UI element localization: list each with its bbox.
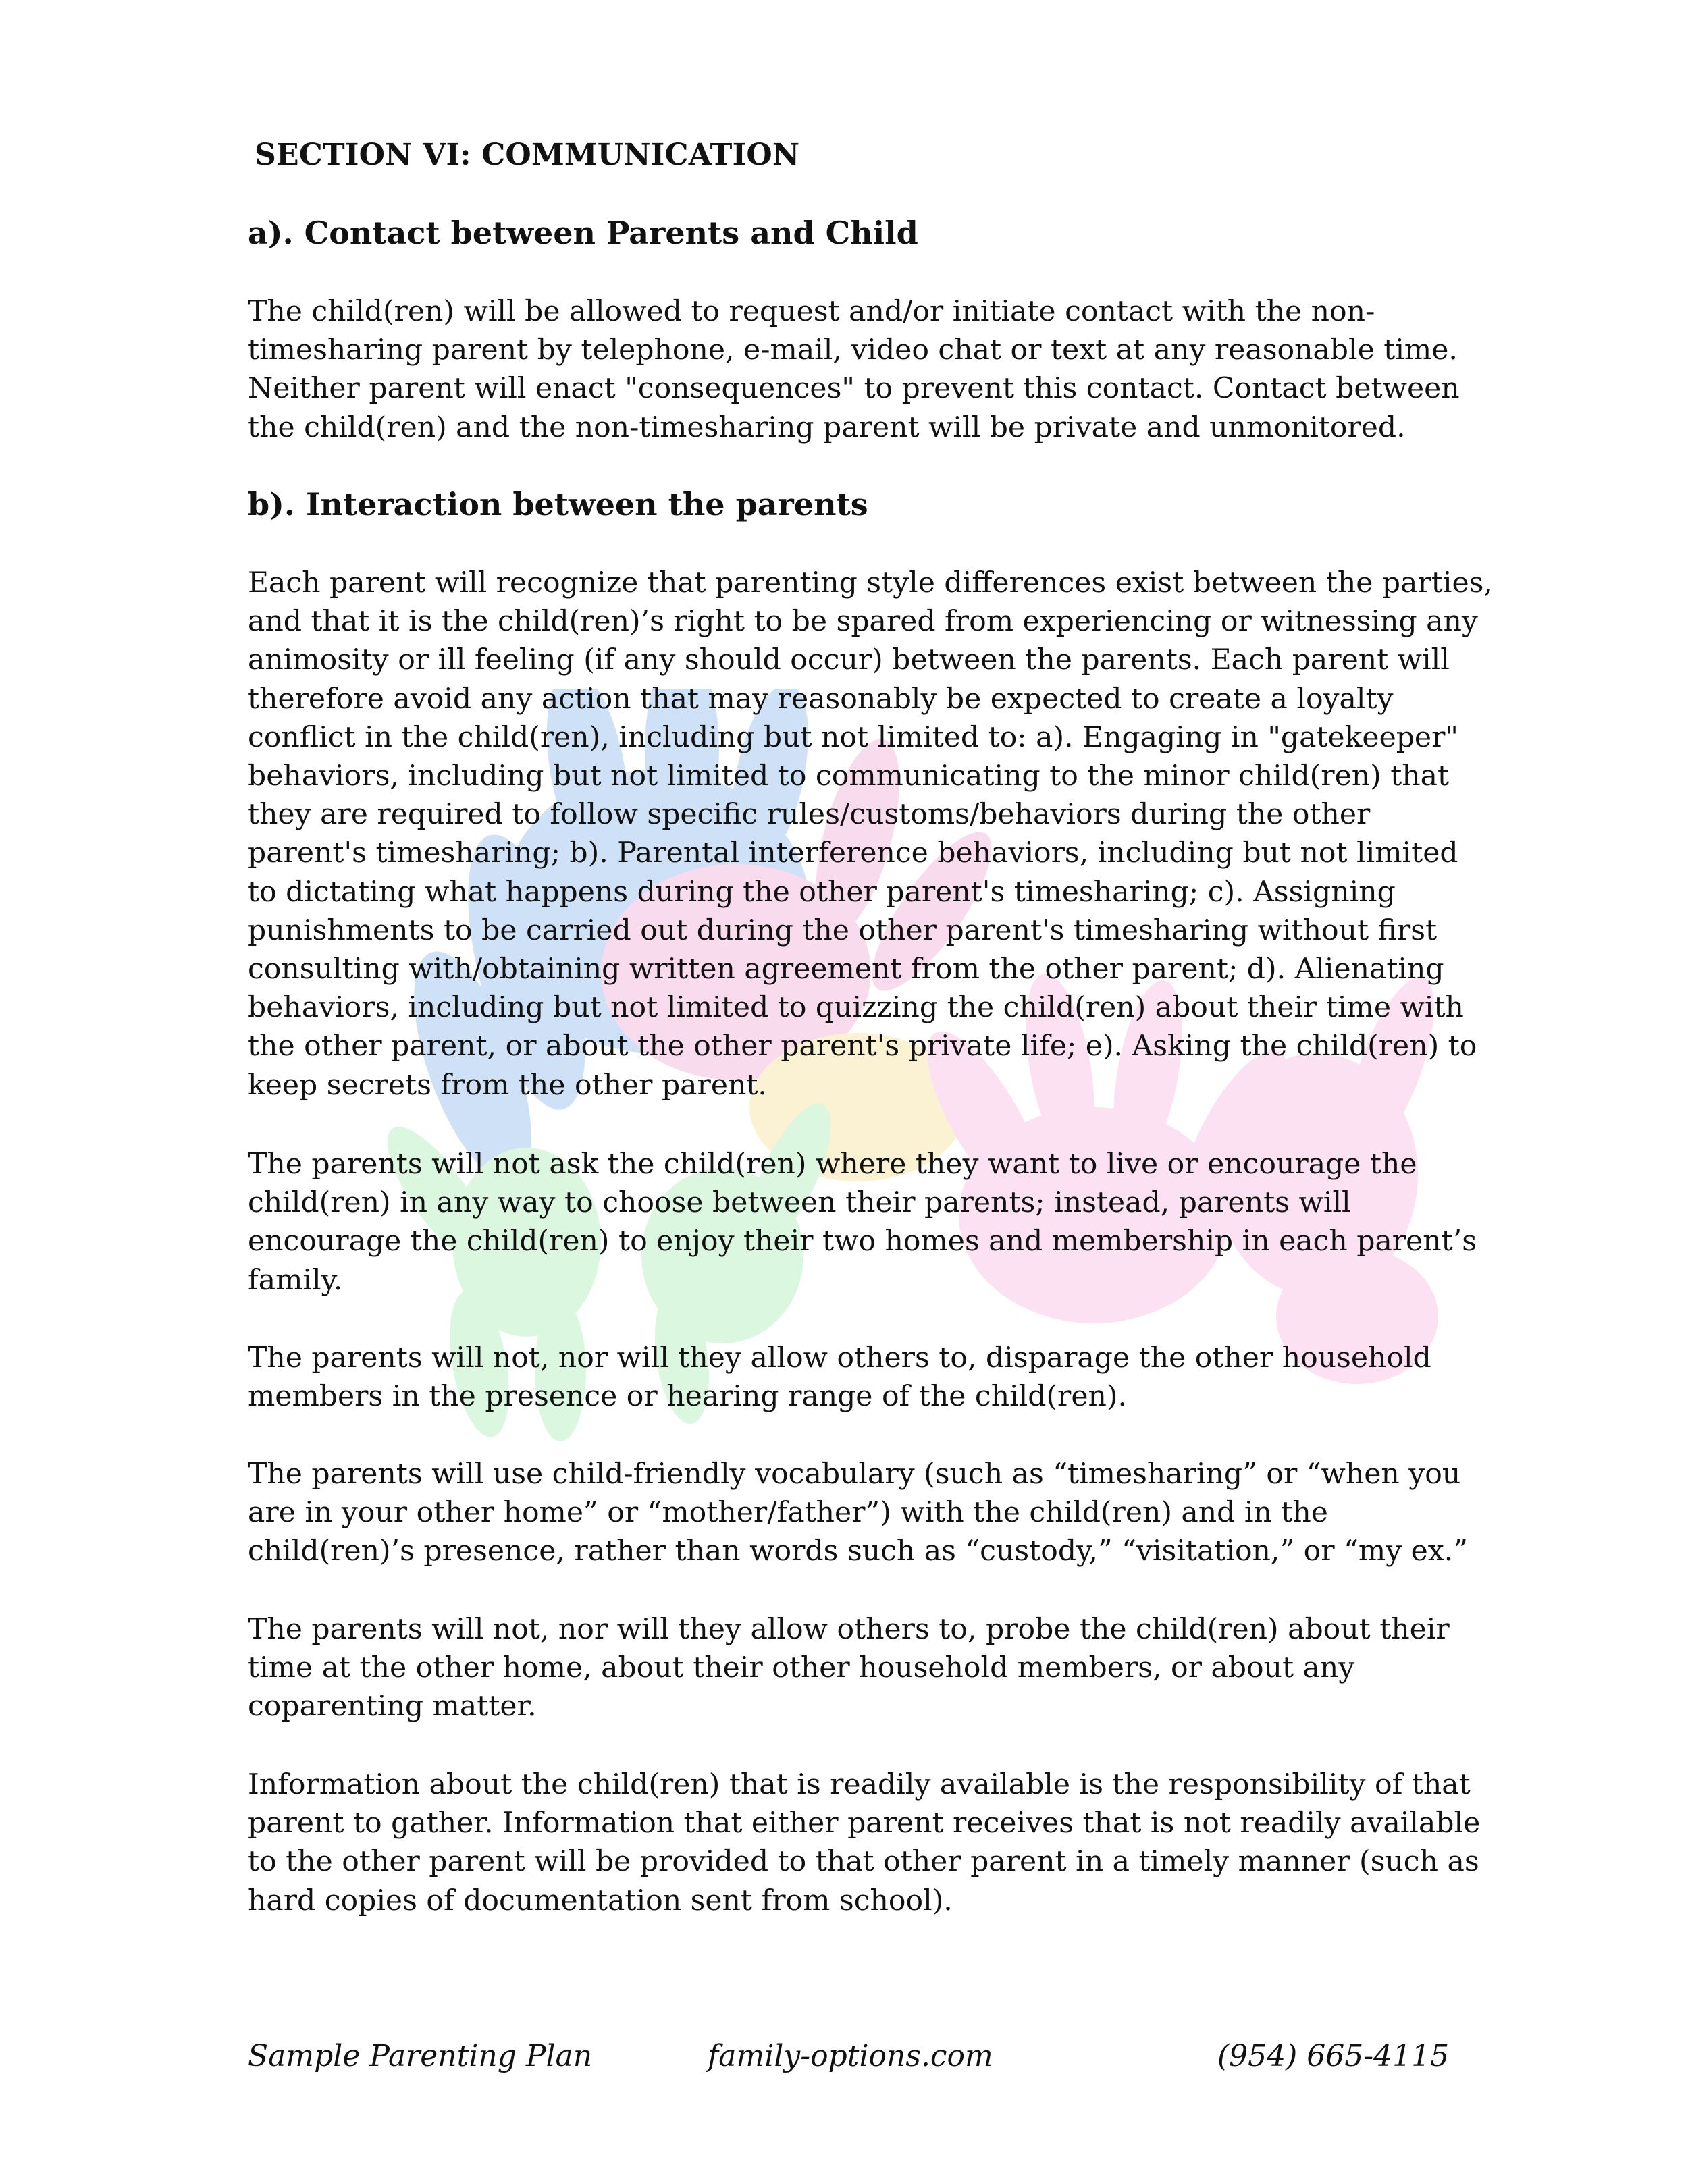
subsection-a-heading: a). Contact between Parents and Child	[248, 215, 918, 251]
text-line: child(ren)’s presence, rather than words such as “custody,” “visitation,” or “my ex.”	[248, 1535, 1468, 1568]
footer-phone: (954) 665-4115	[1217, 2039, 1450, 2073]
footer-website-link[interactable]: family-options.com	[708, 2039, 993, 2073]
footer-title: Sample Parenting Plan	[248, 2039, 593, 2073]
section-title: SECTION VI: COMMUNICATION	[255, 138, 800, 172]
text-line: the other parent, or about the other parent's private life; e). Asking the child(ren) to	[248, 1030, 1477, 1063]
text-line: parent's timesharing; b). Parental interference behaviors, including but not limited	[248, 836, 1458, 870]
paragraph-interaction	[248, 564, 1493, 1104]
text-line: Information about the child(ren) that is readily available is the responsibility of that	[248, 1768, 1471, 1801]
text-line: members in the presence or hearing range of the child(ren).	[248, 1380, 1127, 1414]
paragraph-information	[248, 1765, 1481, 1920]
subsection-b-heading: b). Interaction between the parents	[248, 486, 868, 523]
text-line: they are required to follow specific rules/customs/behaviors during the other	[248, 798, 1371, 832]
text-line: The parents will not, nor will they allow others to, disparage the other household	[248, 1341, 1431, 1375]
text-line: and that it is the child(ren)’s right to be spared from experiencing or witnessing any	[248, 605, 1478, 639]
text-line: Each parent will recognize that parenting style differences exist between the parties,	[248, 566, 1493, 600]
text-line: The parents will use child-friendly vocabulary (such as “timesharing” or “when you	[248, 1458, 1461, 1491]
paragraph-vocabulary	[248, 1455, 1468, 1571]
text-line: behaviors, including but not limited to communicating to the minor child(ren) that	[248, 760, 1450, 793]
paragraph-no-probe	[248, 1610, 1450, 1726]
text-line: keep secrets from the other parent.	[248, 1068, 767, 1102]
text-line: behaviors, including but not limited to quizzing the child(ren) about their time with	[248, 991, 1464, 1025]
text-line: The parents will not, nor will they allow others to, probe the child(ren) about their	[248, 1613, 1450, 1646]
text-line: timesharing parent by telephone, e-mail, video chat or text at any reasonable time.	[248, 334, 1458, 367]
text-line: conflict in the child(ren), including but not limited to: a). Engaging in "gatekeeper"	[248, 720, 1458, 754]
text-line: hard copies of documentation sent from school).	[248, 1884, 953, 1917]
text-line: child(ren) in any way to choose between their parents; instead, parents will	[248, 1186, 1351, 1220]
text-line: encourage the child(ren) to enjoy their two homes and membership in each parent’s	[248, 1225, 1477, 1258]
text-line: family.	[248, 1263, 343, 1297]
text-line: to dictating what happens during the other parent's timesharing; c). Assigning	[248, 875, 1396, 909]
text-line: consulting with/obtaining written agreement from the other parent; d). Alienating	[248, 953, 1444, 986]
text-line: to the other parent will be provided to that other parent in a timely manner (such as	[248, 1845, 1479, 1879]
paragraph-contact	[248, 292, 1460, 447]
text-line: coparenting matter.	[248, 1690, 537, 1724]
text-line: Neither parent will enact "consequences" to prevent this contact. Contact between	[248, 372, 1460, 406]
text-line: The child(ren) will be allowed to request and/or initiate contact with the non-	[248, 295, 1375, 328]
paragraph-no-choice	[248, 1145, 1477, 1300]
text-line: parent to gather. Information that either parent receives that is not readily available	[248, 1807, 1481, 1840]
text-line: are in your other home” or “mother/father”) with the child(ren) and in the	[248, 1496, 1328, 1530]
text-line: animosity or ill feeling (if any should occur) between the parents. Each parent will	[248, 643, 1450, 677]
paragraph-no-disparage	[248, 1339, 1443, 1416]
text-line: The parents will not ask the child(ren) where they want to live or encourage the	[248, 1148, 1417, 1181]
text-line: therefore avoid any action that may reasonably be expected to create a loyalty	[248, 682, 1394, 716]
text-line: time at the other home, about their other household members, or about any	[248, 1651, 1355, 1685]
text-line: punishments to be carried out during the other parent's timesharing without first	[248, 913, 1438, 947]
text-line: the child(ren) and the non-timesharing parent will be private and unmonitored.	[248, 410, 1406, 444]
